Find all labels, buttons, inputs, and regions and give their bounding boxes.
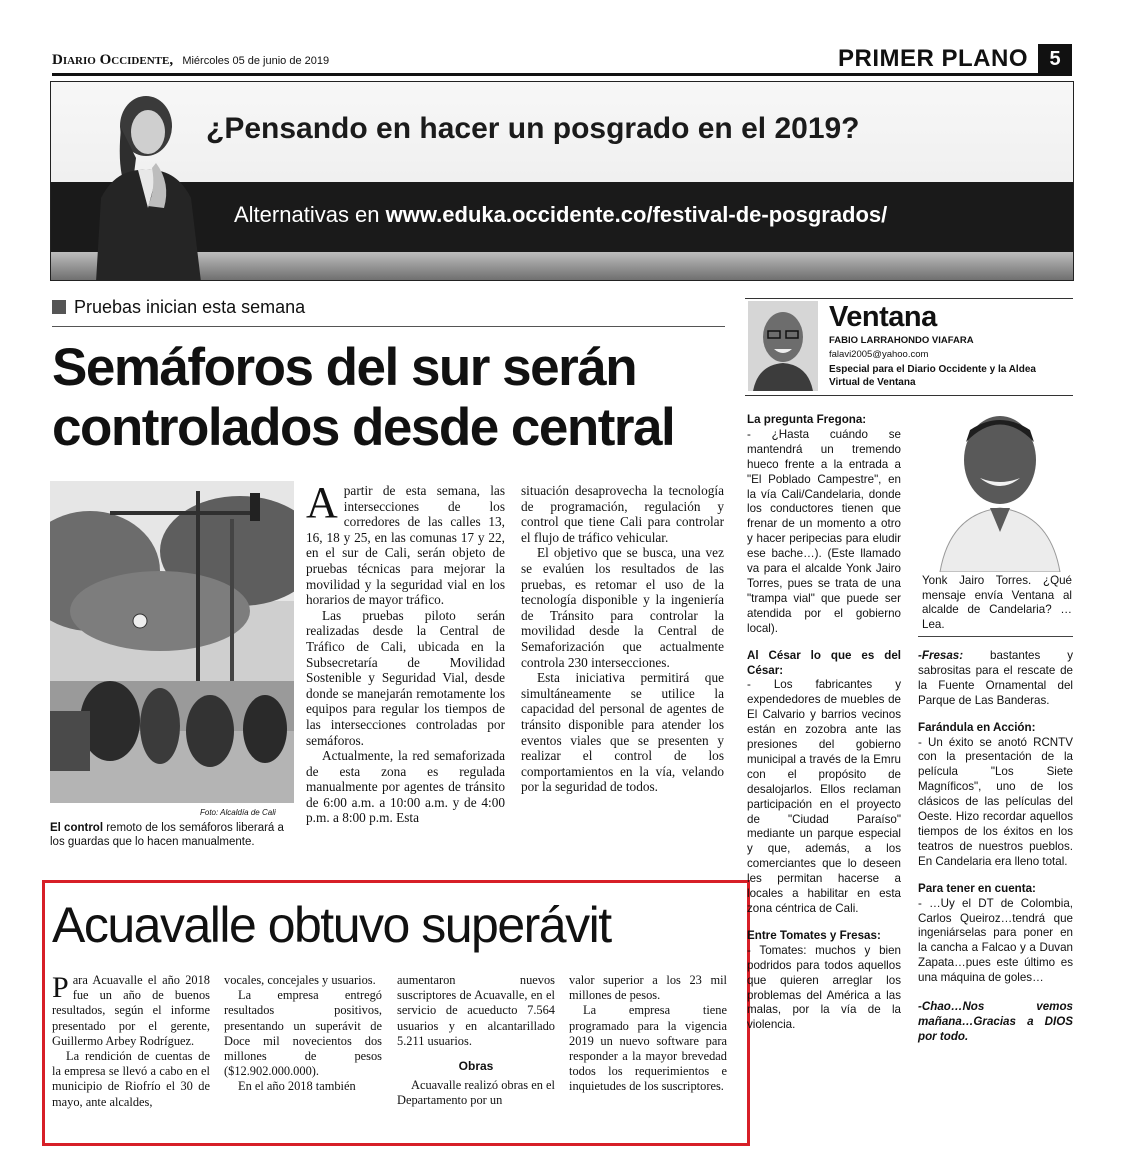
masthead [52,44,1072,76]
ad-link-prefix: Alternativas en [234,202,386,227]
article-kicker [52,297,305,318]
box-column-3 [397,973,555,1109]
ventana-right-column [918,649,1073,1045]
fresas-label: -Fresas: [918,649,964,662]
issue-date: Miércoles 05 de junio de 2019 [182,55,330,67]
column-paragraph [918,649,1073,709]
mayor-portrait [930,402,1070,572]
paragraph-text: partir de esta semana, las intersecciones de los corredores de las calles 13, 16, 18 y 25, en las comunas 17 y 22, en el sur de Cali, serán objeto de pruebas técnicas para mejorar la movilidad y la seguridad vial en los horarios de mayor tráfico. [306,483,505,608]
caption-text: remoto de los semáforos liberará a los guardas que lo hacen manualmente. [50,822,284,848]
drop-cap: A [306,478,338,527]
fresas-text: bastantes y sabrositas para el rescate de la Fuente Ornamental del Parque de Las Banderas. [918,649,1073,707]
caption-name: Yonk Jairo Torres. [922,574,1032,587]
photo-credit: Foto: Alcaldía de Cali [200,808,276,817]
section-header [838,44,1072,74]
box-paragraph: La empresa tiene programado para la vigencia 2019 un nuevo software para responder a la mayor brevedad todos los requerimientos e inquietudes de los suscriptores. [569,1003,727,1094]
article-column-1 [306,478,505,826]
article-headline: Semáforos del sur serán controlados desde central [52,338,675,457]
column-paragraph: - Un éxito se anotó RCNTV con la presentación de la película "Los Siete Magníficos", uno de los clásicos de las películas del Oeste. Hizo recordar aquellos tiempos de los éxitos en los teatros de nuestros pueblos. En Candelaria era lleno total. [918,735,1073,868]
square-bullet-icon [52,300,66,314]
box-headline: Acuavalle obtuvo superávit [52,897,611,953]
ad-headline: ¿Pensando en hacer un posgrado en el 2019? [206,112,860,145]
column-title: Ventana [829,301,937,333]
box-column-2 [224,973,382,1095]
column-credit: Especial para el Diario Occidente y la Aldea Virtual de Ventana [829,364,1036,388]
column-subhead: La pregunta Fregona: [747,413,867,426]
column-paragraph: - Los fabricantes y expendedores de muebles de El Calvario y barrios vecinos están en zozobra ante las presiones del gobierno municipal a través de la Emru con el propósito de desalojarlos. Ellos reclaman participación en el proyecto de "Ciudad Paraíso" mediante un parque especial y que, además, a los comerciantes que lo deseen les permitan hacerse a locales a habilitar en esta zona céntrica de Cali. [747,678,901,915]
ad-url[interactable]: www.eduka.occidente.co/festival-de-posgrados/ [385,202,888,227]
ventana-header [745,298,1073,396]
column-paragraph: - Tomates: muchos y bien podridos para todos aquellos que quieren arreglar los problemas del América a las malas, por la vía de la violencia. [747,943,901,1032]
article-paragraph: Esta iniciativa permitirá que simultáneamente se utilice la capacidad del personal de agentes de tránsito disponible para atender los eventos viales que se presenten y realizar el control de los comportamientos en la vía, velando por la seguridad de todos. [521,670,724,795]
article-paragraph [306,478,505,608]
column-closing: -Chao…Nos vemos mañana…Gracias a DIOS por todo. [918,1000,1073,1043]
caption-lead: El control [50,822,104,834]
box-paragraph: Acuavalle realizó obras en el Departamento por un [397,1078,555,1108]
box-paragraph: valor superior a los 23 mil millones de pesos. [569,973,727,1003]
paragraph-text: ara Acuavalle el año 2018 fue un año de buenos resultados, según el informe presentado por el gerente, Guillermo Arbey Rodríguez. [52,973,210,1048]
photo-caption [50,821,296,849]
box-paragraph [52,973,210,1049]
column-paragraph: - ¿Hasta cuándo se mantendrá un tremendo hueco frente a la entrada a "El Poblado Campestre", en la vía Cali/Candelaria, donde los conductores tienen que frenar de un momento a otro y hacer peripecias para eludir ese bache…). (Este llamado va para el alcalde Yonk Jairo Torres, pues se trata de una "trampa vial" que puede ser atendida por el gobierno local). [747,427,901,635]
columnist-portrait [748,301,818,391]
woman-thinking-image [76,88,211,281]
drop-cap: P [52,971,69,1004]
kicker-text: Pruebas inician esta semana [74,297,306,317]
traffic-photo [50,481,294,803]
box-column-4 [569,973,727,1095]
caption-text: ¿Qué mensaje envía Ventana al alcalde de Candelaria? …Lea. [922,574,1073,631]
masthead-left [52,52,329,69]
caption-divider [918,636,1073,637]
kicker-divider [52,326,725,327]
page-number: 5 [1038,44,1072,74]
section-name: PRIMER PLANO [837,45,1028,72]
mayor-photo-caption [922,574,1072,632]
column-author: FABIO LARRAHONDO VIAFARA [829,335,974,346]
ad-link-line[interactable] [234,202,887,228]
article-paragraph: situación desaprovecha la tecnología de programación, regulación y control que tiene Cali para controlar el flujo de tráfico vehicular. [521,483,724,545]
column-subhead: Entre Tomates y Fresas: [747,928,881,942]
ad-banner[interactable] [50,81,1074,281]
box-paragraph: La empresa entregó resultados positivos, presentando un superávit de Doce mil novecientos dos millones de pesos ($12.902.000.000). [224,988,382,1079]
ventana-left-column [747,413,901,1033]
column-subhead: Al César lo que es del César: [747,648,901,677]
article-paragraph: El objetivo que se busca, una vez se evalúen los resultados de las pruebas, es retomar el uso de la tecnología disponible y la ingeniería de Tránsito para controlar la movilidad desde la Central de Semaforización que actualmente controla 230 intersecciones. [521,545,724,670]
article-paragraph: Actualmente, la red semaforizada de esta zona es regulada manualmente por agentes de tránsito de 6:00 a.m. a 10:00 a.m. y de 4:00 p.m. a 8:00 p.m. Esta [306,748,505,826]
box-column-1 [52,973,210,1110]
article-paragraph: Las pruebas piloto serán realizadas desde la Central de Tráfico de Cali, ubicada en la Subsecretaría de Movilidad Sostenible y Seguridad Vial, desde donde se manejarán remotamente los equipos para regular los tiempos de las intersecciones controladas por semáforos. [306,607,505,748]
column-paragraph: - …Uy el DT de Colombia, Carlos Queiroz…tendrá que ingeniárselas para poner en la cancha a Falcao y a Duvan Zapata…pues este último es una máquina de goles… [918,896,1073,985]
box-paragraph: vocales, concejales y usuarios. [224,973,376,987]
newspaper-name: Diario Occidente, [52,52,174,68]
box-subhead: Obras [458,1059,494,1074]
column-subhead: Farándula en Acción: [918,720,1036,734]
box-paragraph: aumentaron nuevos suscriptores de Acuavalle, en el servicio de acueducto 7.564 usuarios y en alcantarillado 5.211 usuarios. [397,973,555,1048]
box-paragraph: La rendición de cuentas de la empresa se llevó a cabo en el municipio de Riofrío el 30 de mayo, ante alcaldes, [52,1049,210,1109]
column-subhead: Para tener en cuenta: [918,881,1036,895]
author-email[interactable]: falavi2005@yahoo.com [829,349,929,360]
box-paragraph: En el año 2018 también [238,1079,356,1094]
article-column-2 [521,483,724,795]
